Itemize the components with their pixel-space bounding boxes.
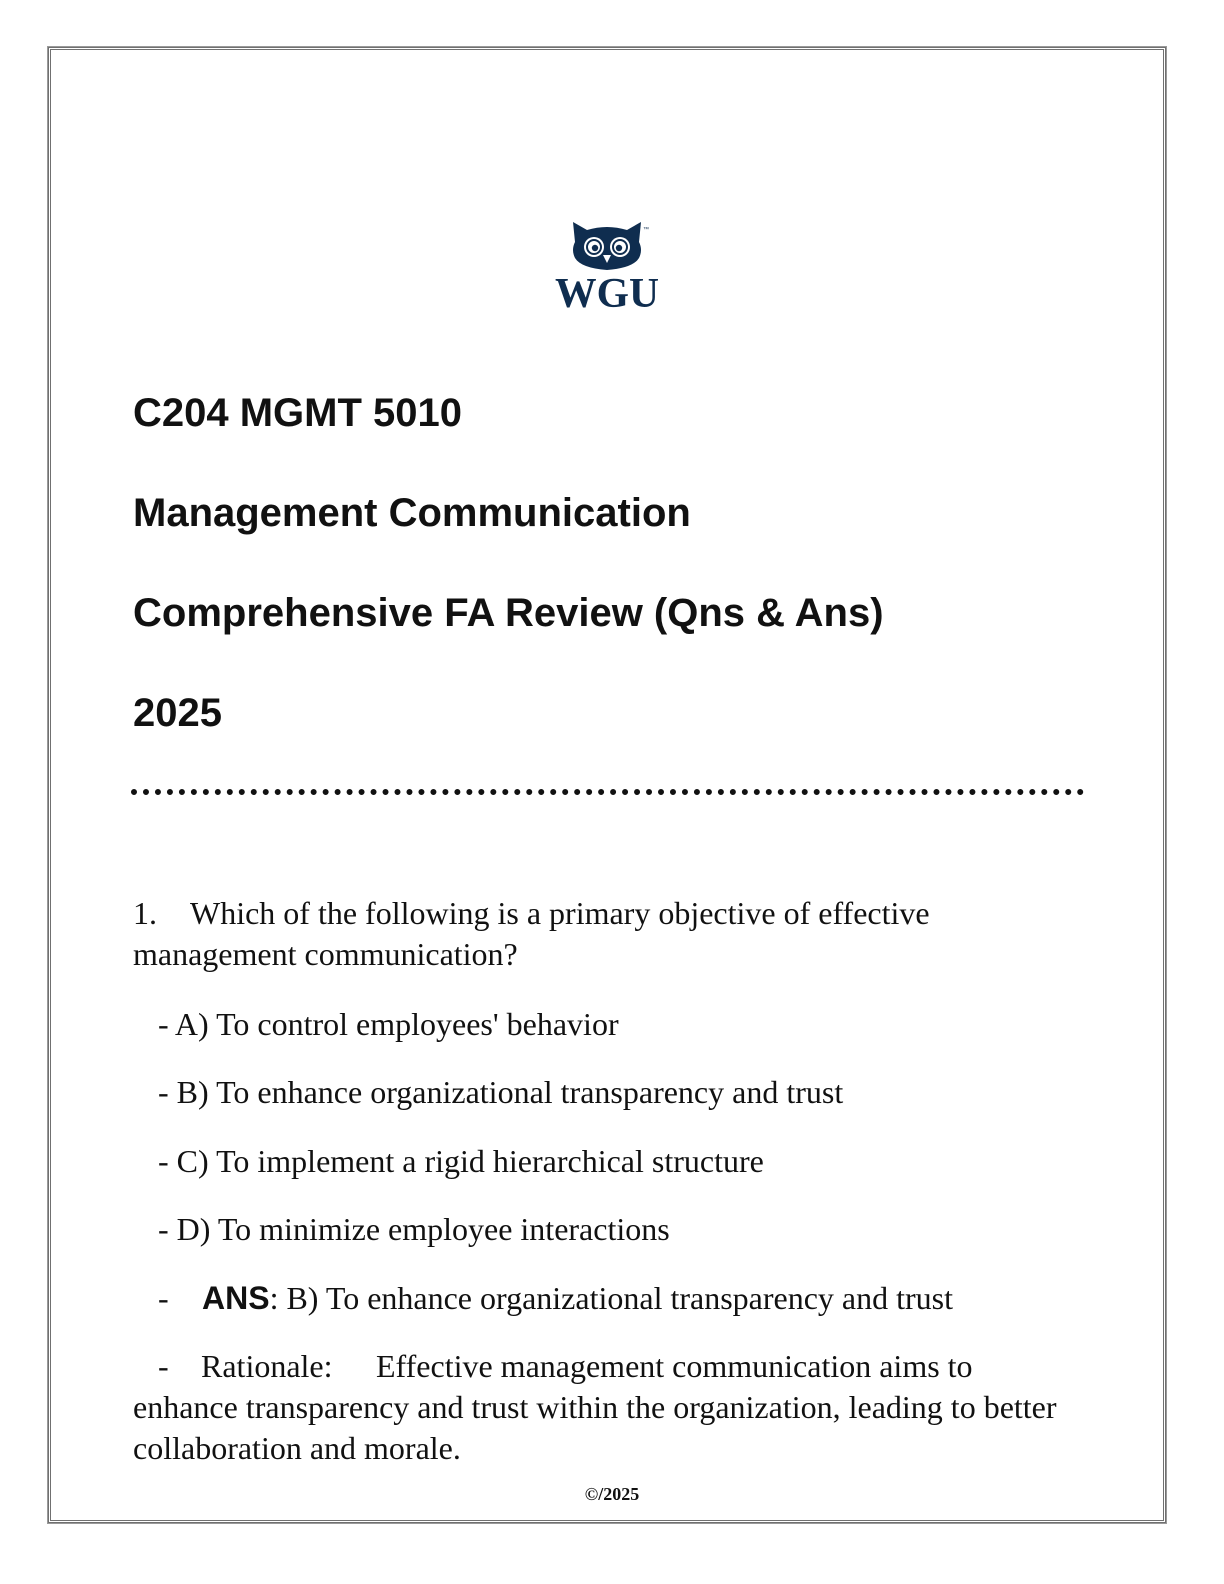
- svg-text:™: ™: [643, 227, 649, 233]
- question-1: [133, 893, 1073, 975]
- wgu-logo: [553, 218, 661, 314]
- logo-wordmark: WGU: [555, 271, 659, 314]
- rationale-label: Rationale:: [201, 1348, 333, 1384]
- option-d: - D) To minimize employee interactions: [158, 1211, 670, 1247]
- owl-icon: [553, 218, 661, 314]
- option-b: - B) To enhance organizational transparency and trust: [158, 1074, 844, 1110]
- document-year: 2025: [133, 691, 222, 735]
- course-name: Management Communication: [133, 491, 691, 535]
- rationale-dash: -: [158, 1348, 169, 1384]
- dotted-divider: [131, 789, 1084, 795]
- answer-label: ANS: [202, 1280, 270, 1316]
- question-number: 1.: [133, 895, 157, 931]
- rationale: [133, 1346, 1078, 1469]
- copyright-footer: ©/2025: [584, 1484, 640, 1504]
- option-a: - A) To control employees' behavior: [158, 1006, 619, 1042]
- option-c: - C) To implement a rigid hierarchical structure: [158, 1143, 764, 1179]
- answer-line: [158, 1278, 953, 1319]
- document-subtitle: Comprehensive FA Review (Qns & Ans): [133, 591, 884, 635]
- rationale-text: Effective management communication aims to enhance transparency and trust within the organization, leading to better collaboration and morale.: [133, 1348, 1057, 1466]
- question-text: Which of the following is a primary objective of effective management communication?: [133, 895, 930, 972]
- answer-dash: -: [158, 1280, 169, 1316]
- answer-text: : B) To enhance organizational transparency and trust: [269, 1280, 954, 1316]
- course-code: C204 MGMT 5010: [133, 391, 463, 435]
